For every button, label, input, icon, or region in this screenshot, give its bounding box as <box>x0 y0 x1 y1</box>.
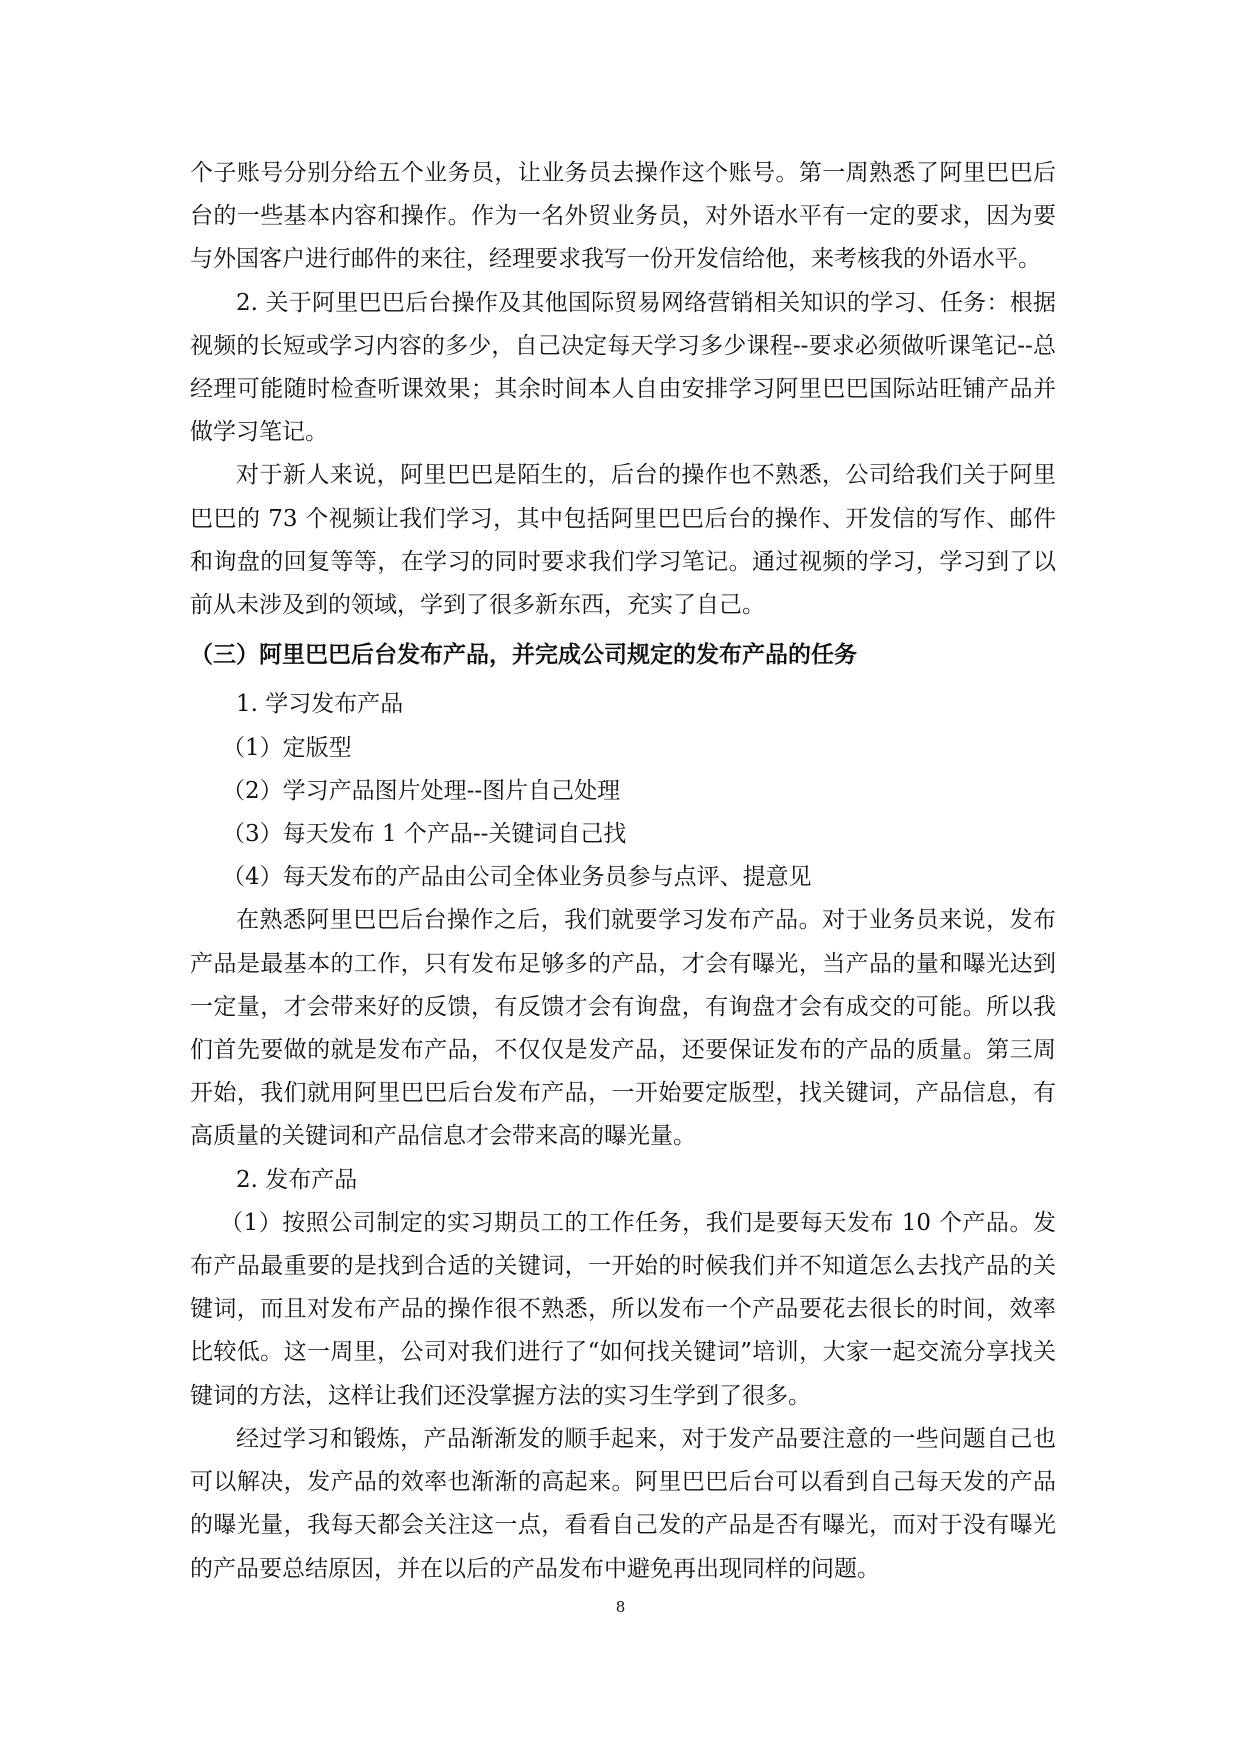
paragraph-learning-task: 2. 关于阿里巴巴后台操作及其他国际贸易网络营销相关知识的学习、任务：根据视频的长短或学习内容的多少，自己决定每天学习多少课程--要求必须做听课笔记--总经理可能随时检查听课效果；其余时间本人自由安排学习阿里巴巴国际站旺铺产品并做学习笔记。 <box>190 289 1056 446</box>
list-item: （4）每天发布的产品由公司全体业务员参与点评、提意见 <box>222 864 812 891</box>
list-item: （2）学习产品图片处理--图片自己处理 <box>222 777 621 804</box>
list-item: （1）定版型 <box>222 734 352 761</box>
section-heading-publish-products: （三）阿里巴巴后台发布产品，并完成公司规定的发布产品的任务 <box>190 642 857 669</box>
page-number: 8 <box>615 1598 626 1616</box>
paragraph-improvement: 经过学习和锻炼，产品渐渐发的顺手起来，对于发产品要注意的一些问题自己也可以解决，发产品的效率也渐渐的高起来。阿里巴巴后台可以看到自己每天发的产品的曝光量，我每天都会关注这一点，看看自己发的产品是否有曝光，而对于没有曝光的产品要总结原因，并在以后的产品发布中避免再出现同样的问题。 <box>190 1425 1056 1582</box>
subheading-publish-products: 2. 发布产品 <box>236 1166 358 1193</box>
paragraph-daily-publish: （1）按照公司制定的实习期员工的工作任务，我们是要每天发布 10 个产品。发布产品最重要的是找到合适的关键词，一开始的时候我们并不知道怎么去找产品的关键词，而且对发布产品的操作很不熟悉，所以发布一个产品要花去很长的时间，效率比较低。这一周里，公司对我们进行了“如何找关键词”培训，大家一起交流分享找关键词的方法，这样让我们还没掌握方法的实习生学到了很多。 <box>190 1209 1056 1409</box>
paragraph-video-learning: 对于新人来说，阿里巴巴是陌生的，后台的操作也不熟悉，公司给我们关于阿里巴巴的 73 个视频让我们学习，其中包括阿里巴巴后台的操作、开发信的写作、邮件和询盘的回复等等，在学习的同时要求我们学习笔记。通过视频的学习，学习到了以前从未涉及到的领域，学到了很多新东西，充实了自己。 <box>190 462 1056 619</box>
document-body <box>190 152 1056 1591</box>
paragraph-account-intro: 个子账号分别分给五个业务员，让业务员去操作这个账号。第一周熟悉了阿里巴巴后台的一些基本内容和操作。作为一名外贸业务员，对外语水平有一定的要求，因为要与外国客户进行邮件的来往，经理要求我写一份开发信给他，来考核我的外语水平。 <box>190 160 1056 273</box>
paragraph-publish-basics: 在熟悉阿里巴巴后台操作之后，我们就要学习发布产品。对于业务员来说，发布产品是最基本的工作，只有发布足够多的产品，才会有曝光，当产品的量和曝光达到一定量，才会带来好的反馈，有反馈才会有询盘，有询盘才会有成交的可能。所以我们首先要做的就是发布产品，不仅仅是发产品，还要保证发布的产品的质量。第三周开始，我们就用阿里巴巴后台发布产品，一开始要定版型，找关键词，产品信息，有高质量的关键词和产品信息才会带来高的曝光量。 <box>190 907 1056 1150</box>
subheading-learn-publish: 1. 学习发布产品 <box>236 691 404 718</box>
list-item: （3）每天发布 1 个产品--关键词自己找 <box>222 821 627 848</box>
